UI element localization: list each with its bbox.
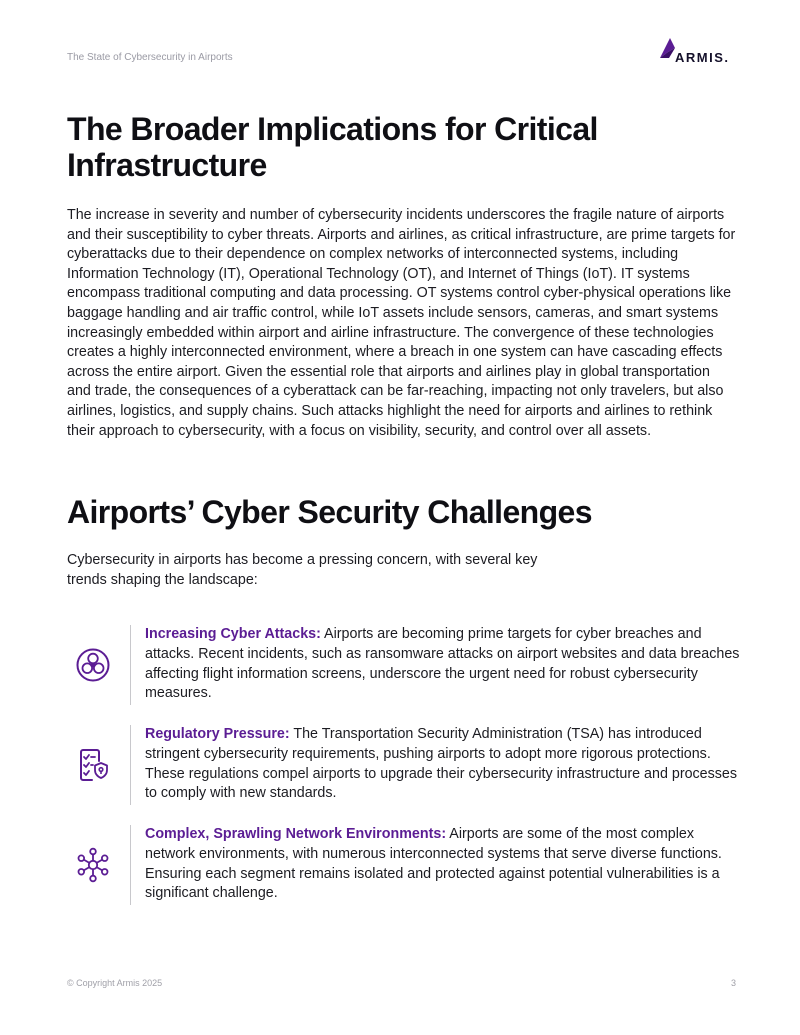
trend-item bbox=[67, 725, 747, 809]
trend-description: The Transportation Security Administration (TSA) has introduced stringent cybersecurity requirements, pushing airports to adopt more rigorous protections. These regulations compel airports to upgrade their cybersecurity infrastructure and processes to comply with new standards. bbox=[145, 726, 738, 802]
armis-logo bbox=[660, 38, 736, 64]
trend-divider bbox=[130, 625, 131, 705]
trend-text bbox=[145, 625, 745, 704]
document-header-title: The State of Cybersecurity in Airports bbox=[67, 52, 233, 63]
trend-item bbox=[67, 625, 747, 709]
network-nodes-icon bbox=[75, 847, 111, 883]
biohazard-icon bbox=[75, 647, 111, 683]
logo-wordmark: ARMIS. bbox=[675, 50, 730, 65]
trend-divider bbox=[130, 825, 131, 905]
section-title-broader-implications: The Broader Implications for Critical Infrastructure bbox=[67, 111, 598, 183]
trend-text bbox=[145, 825, 745, 904]
intro-paragraph: The increase in severity and number of cybersecurity incidents underscores the fragile nature of airports and their susceptibility to cyber threats. Airports and airlines, as critical infrastructure, are prime targets for cyberattacks due to their dependence on complex networks of interconnected systems, including Information Technology (IT), Operational Technology (OT), and Internet of Things (IoT). IT systems encompass traditional computing and data processing. OT systems control cyber-physical operations like baggage handling and air traffic control, while IoT assets include sensors, cameras, and smart systems increasingly embedded within airport and airline infrastructure. The convergence of these technologies creates a highly interconnected environment, where a breach in one system can have cascading effects across the entire airport. Given the essential role that airports and airlines play in global transportation and trade, the consequences of a cyberattack can be far-reaching, impacting not only travelers, but also airlines, logistics, and supply chains. Such attacks highlight the need for airports and airlines to rethink their approach to cybersecurity, with a focus on visibility, security, and control over all assets. bbox=[67, 207, 736, 439]
trend-title: Regulatory Pressure: bbox=[145, 726, 290, 742]
trend-text bbox=[145, 725, 745, 804]
trend-item bbox=[67, 825, 747, 909]
trend-title: Complex, Sprawling Network Environments: bbox=[145, 826, 447, 842]
trend-title: Increasing Cyber Attacks: bbox=[145, 626, 321, 642]
compliance-checklist-icon bbox=[75, 747, 111, 783]
page-number: 3 bbox=[730, 978, 736, 988]
trend-description: Airports are some of the most complex network environments, with numerous interconnected systems that serve diverse functions. Ensuring each segment remains isolated and protected against potential vulnerabilities is a significant challenge. bbox=[145, 826, 722, 902]
trend-description: Airports are becoming prime targets for cyber breaches and attacks. Recent incidents, such as ransomware attacks on airport websites and data breaches affecting flight information screens, underscore the urgent need for robust cybersecurity measures. bbox=[145, 626, 740, 702]
footer-copyright: © Copyright Armis 2025 bbox=[67, 978, 163, 988]
section-title-challenges: Airports’ Cyber Security Challenges bbox=[67, 494, 592, 530]
challenges-lead-paragraph: Cybersecurity in airports has become a pressing concern, with several key trends shaping the landscape: bbox=[67, 552, 538, 588]
trend-divider bbox=[130, 725, 131, 805]
